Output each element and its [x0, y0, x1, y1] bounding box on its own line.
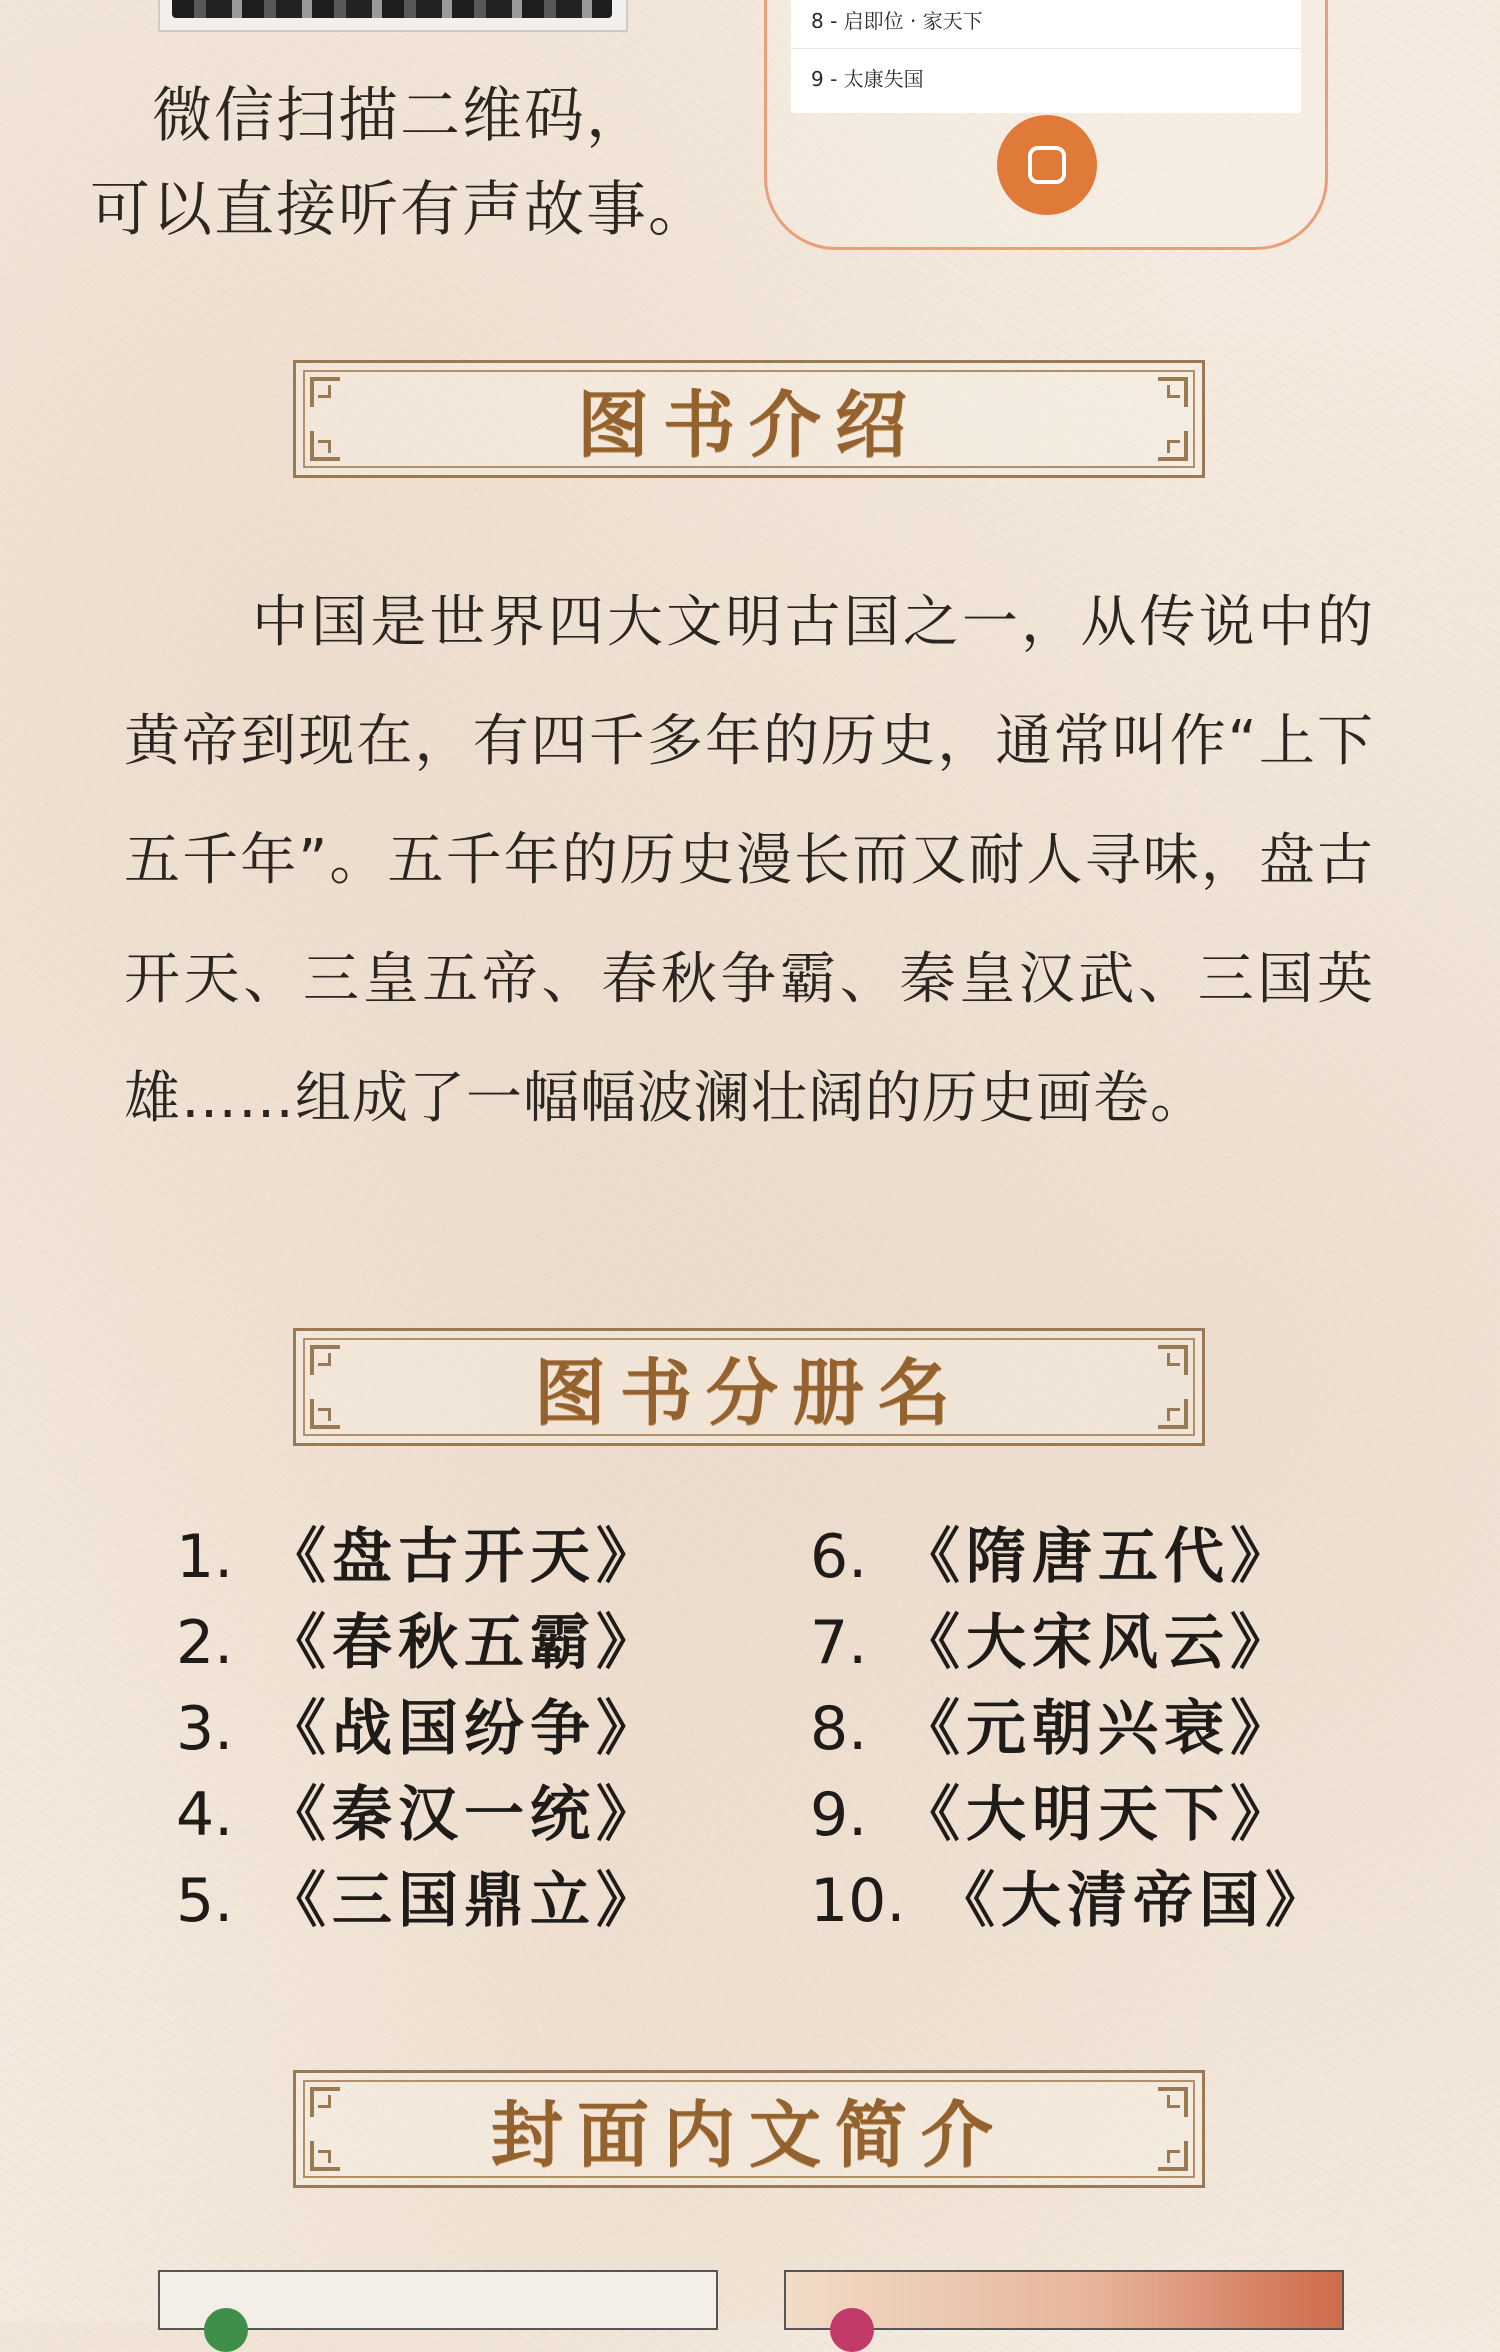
volume-number: 4. [176, 1780, 234, 1850]
section-title-frame-covers [293, 2070, 1205, 2188]
section-title-volumes: 图书分册名 [533, 1351, 964, 1435]
volume-title: 《三国鼎立》 [266, 1866, 662, 1936]
qr-code-image [158, 0, 628, 32]
volume-item [176, 1694, 662, 1764]
volume-number: 9. [810, 1780, 868, 1850]
volume-title: 《大清帝国》 [935, 1866, 1331, 1936]
volume-title: 《秦汉一统》 [266, 1780, 662, 1850]
home-square-icon [1028, 146, 1066, 184]
volume-item [176, 1866, 662, 1936]
volume-number: 1. [176, 1522, 234, 1592]
volume-number: 7. [810, 1608, 868, 1678]
volume-title: 《元朝兴衰》 [900, 1694, 1296, 1764]
volume-number: 2. [176, 1608, 234, 1678]
section-title-frame-intro [293, 360, 1205, 478]
cover-badge-icon [830, 2308, 874, 2352]
volume-item [810, 1780, 1296, 1850]
volume-item [176, 1780, 662, 1850]
cover-image-right [784, 2270, 1344, 2330]
intro-paragraph: 中国是世界四大文明古国之一，从传说中的黄帝到现在，有四千多年的历史，通常叫作“上下五千年”。五千年的历史漫长而又耐人寻味，盘古开天、三皇五帝、春秋争霸、秦皇汉武、三国英雄……组成了一幅幅波澜壮阔的历史画卷。 [124, 590, 1374, 1131]
cover-image-left [158, 2270, 718, 2330]
volume-number: 6. [810, 1522, 868, 1592]
cover-badge-icon [204, 2308, 248, 2352]
volume-item [176, 1608, 662, 1678]
volume-title: 《隋唐五代》 [900, 1522, 1296, 1592]
volume-title: 《春秋五霸》 [266, 1608, 662, 1678]
qr-caption-line-1: 微信扫描二维码， [152, 81, 648, 151]
audio-list-item[interactable]: 9 - 太康失国 [811, 67, 924, 91]
volume-item [810, 1866, 1331, 1936]
volume-number: 10. [810, 1866, 906, 1936]
qr-caption-line-2: 可以直接听有声故事。 [90, 175, 710, 245]
section-title-covers: 封面内文简介 [490, 2093, 1007, 2177]
section-title-intro: 图书介绍 [576, 383, 921, 467]
volume-item [810, 1522, 1296, 1592]
audio-list-item[interactable]: 8 - 启即位 · 家天下 [791, 0, 1301, 49]
volume-item [810, 1608, 1296, 1678]
volume-number: 3. [176, 1694, 234, 1764]
section-title-frame-volumes [293, 1328, 1205, 1446]
volume-title: 《盘古开天》 [266, 1522, 662, 1592]
volume-title: 《战国纷争》 [266, 1694, 662, 1764]
volume-title: 《大明天下》 [900, 1780, 1296, 1850]
volume-item [810, 1694, 1296, 1764]
volume-number: 8. [810, 1694, 868, 1764]
home-button[interactable] [997, 115, 1097, 215]
volume-title: 《大宋风云》 [900, 1608, 1296, 1678]
volume-number: 5. [176, 1866, 234, 1936]
qr-code-pattern [172, 0, 612, 18]
phone-screen [791, 0, 1301, 113]
volume-item [176, 1522, 662, 1592]
phone-mockup [764, 0, 1328, 250]
